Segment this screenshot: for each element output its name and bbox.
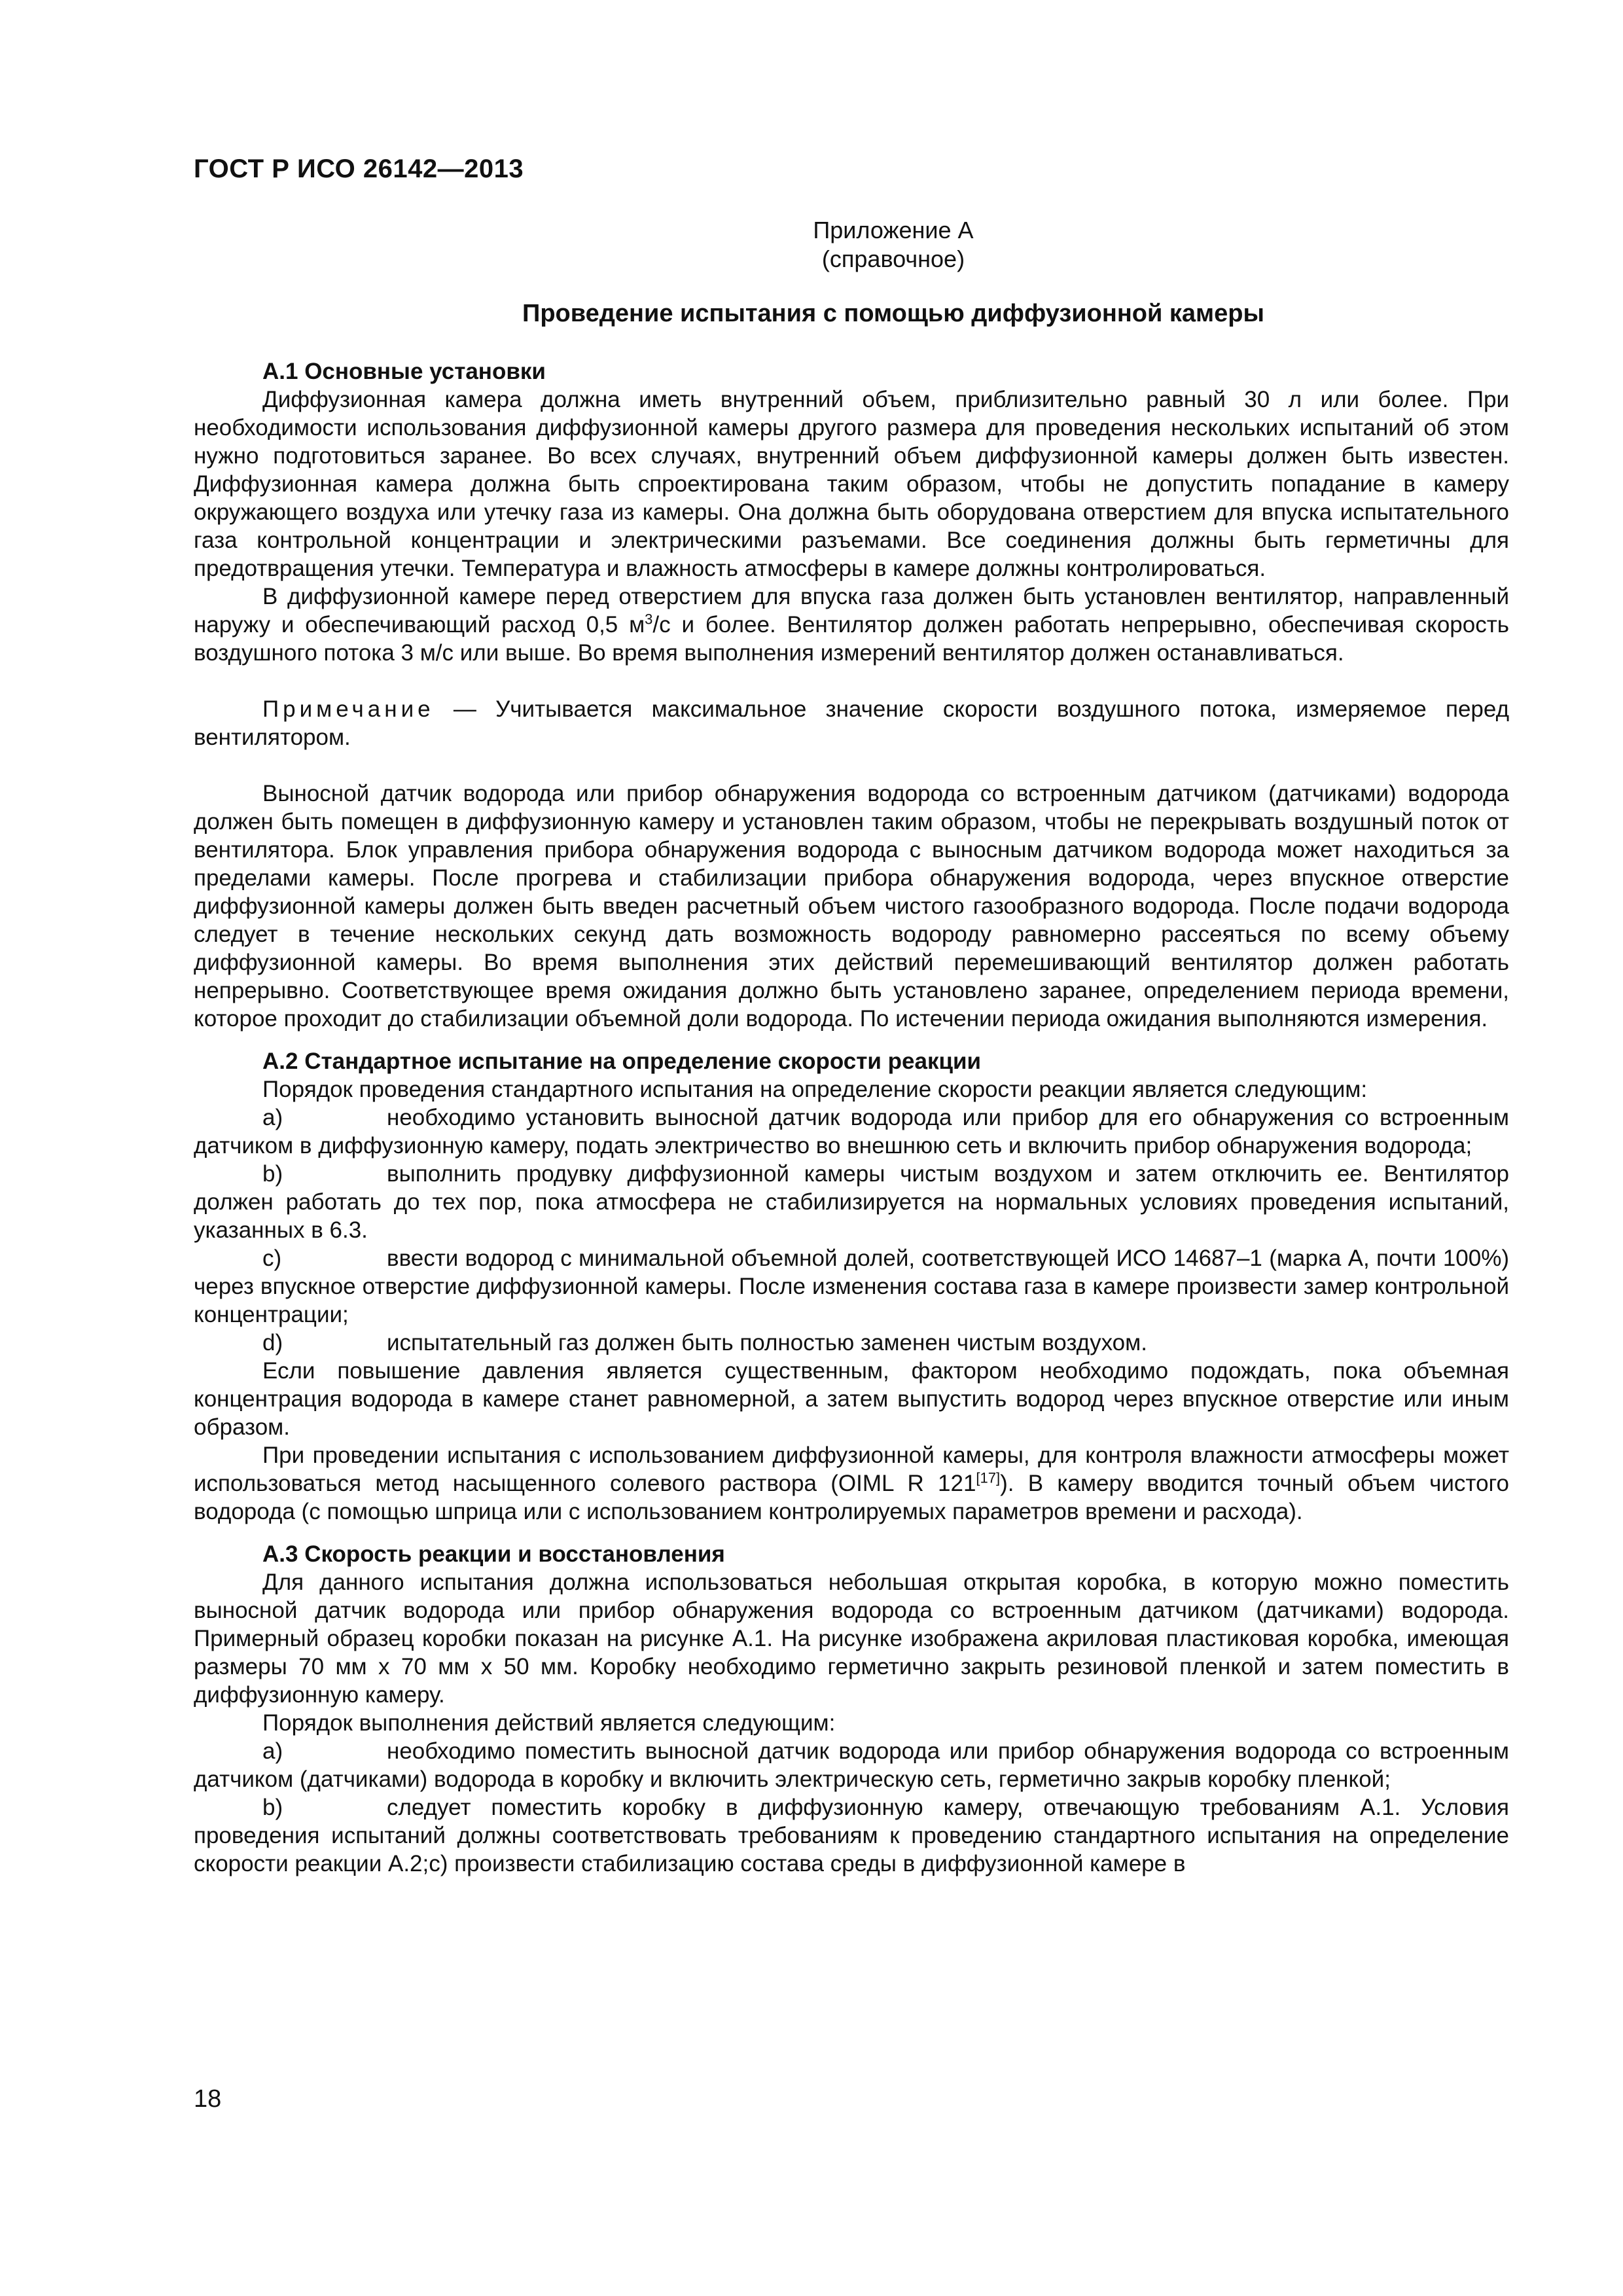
list-item-text: следует поместить коробку в диффузионную камеру, отвечающую требованиям А.1. Условия проведения испытаний должны соответствовать требованиям к проведению стандартного испытания на определение скорости реакции А.2;c) произвести стабилизацию состава среды в диффузионной камере в — [194, 1795, 1509, 1876]
paragraph: Диффузионная камера должна иметь внутренний объем, приблизительно равный 30 л или более. При необходимости использования диффузионной камеры другого размера для проведения нескольких испытаний об этом нужно подготовиться заранее. Во всех случаях, внутренний объем диффузионной камеры должен быть известен. Диффузионная камера должна быть спроектирована таким образом, чтобы не допустить попадание в камеру окружающего воздуха или утечку газа из камеры. Она должна быть оборудована отверстием для впуска испытательного газа контрольной концентрации и электрическими разъемами. Все соединения должны быть герметичны для предотвращения утечки. Температура и влажность атмосферы в камере должны контролироваться. — [194, 387, 1509, 581]
annex-label — [0, 216, 1623, 274]
page-number: 18 — [194, 2085, 222, 2113]
superscript: 3 — [645, 611, 653, 628]
list-item — [194, 1103, 1509, 1160]
list-item-text: выполнить продувку диффузионной камеры чистым воздухом и затем отключить ее. Вентилятор должен работать до тех пор, пока атмосфера не стабилизируется на нормальных условиях проведения испытаний, указанных в 6.3. — [194, 1161, 1509, 1243]
document-body — [194, 357, 1509, 1878]
reference-superscript: [17] — [976, 1469, 1001, 1486]
section-heading-a1: А.1 Основные установки — [262, 359, 546, 384]
list-item-text: испытательный газ должен быть полностью заменен чистым воздухом. — [387, 1330, 1147, 1355]
section-heading-a2: А.2 Стандартное испытание на определение скорости реакции — [262, 1049, 982, 1074]
standard-header: ГОСТ Р ИСО 26142—2013 — [194, 154, 524, 183]
text-fragment: /с и более. Вентилятор должен работать непрерывно, обеспечивая скорость воздушного потока 3 м/с или выше. Во время выполнения измерений вентилятор должен останавливаться. — [194, 612, 1509, 666]
paragraph: Порядок выполнения действий является следующим: — [262, 1710, 836, 1736]
annex-type: (справочное) — [821, 245, 965, 272]
list-marker: c) — [262, 1246, 282, 1271]
document-title: Проведение испытания с помощью диффузионной камеры — [522, 300, 1264, 327]
list-item-text: необходимо поместить выносной датчик водорода или прибор обнаружения водорода со встроенным датчиком (датчиками) водорода в коробку и включить электрическую сеть, герметично закрыв коробку пленкой; — [194, 1738, 1509, 1792]
note-text: — Учитывается максимальное значение скорости воздушного потока, измеряемое перед вентилятором. — [194, 696, 1509, 750]
list-item — [194, 1793, 1509, 1878]
list-item — [194, 1737, 1509, 1793]
list-item — [194, 1244, 1509, 1329]
text-fragment: В диффузионной камере перед отверстием для впуска газа должен быть установлен вентилятор, направленный наружу и обеспечивающий расход 0,5 м — [194, 584, 1509, 637]
list-item-text: ввести водород с минимальной объемной долей, соответствующей ИСО 14687–1 (марка А, почти 100%) через впускное отверстие диффузионной камеры. После изменения состава газа в камере произвести замер контрольной концентрации; — [194, 1246, 1509, 1327]
note-label: Примечание — [262, 696, 435, 722]
paragraph: Если повышение давления является существенным, фактором необходимо подождать, пока объемная концентрация водорода в камере станет равномерной, а затем выпустить водород через впускное отверстие или иным образом. — [194, 1358, 1509, 1440]
paragraph — [194, 583, 1509, 667]
section-heading-a3: А.3 Скорость реакции и восстановления — [262, 1541, 725, 1567]
list-marker: b) — [262, 1795, 283, 1820]
list-marker: a) — [262, 1738, 283, 1764]
paragraph: Для данного испытания должна использоваться небольшая открытая коробка, в которую можно поместить выносной датчик водорода или прибор обнаружения водорода со встроенным датчиком (датчиками) водорода. Примерный образец коробки показан на рисунке А.1. На рисунке изображена акриловая пластиковая коробка, имеющая размеры 70 мм х 70 мм х 50 мм. Коробку необходимо герметично закрыть резиновой пленкой и затем поместить в диффузионную камеру. — [194, 1570, 1509, 1708]
paragraph: Порядок проведения стандартного испытания на определение скорости реакции является следующим: — [262, 1077, 1368, 1102]
text-fragment: При проведении испытания с использованием диффузионной камеры, для контроля влажности атмосферы может использоваться метод насыщенного солевого раствора (OIML R 121 — [194, 1443, 1509, 1496]
list-item — [194, 1160, 1509, 1244]
list-item — [194, 1329, 1509, 1357]
list-marker: d) — [262, 1330, 283, 1355]
list-marker: a) — [262, 1105, 283, 1130]
paragraph — [194, 1441, 1509, 1526]
list-item-text: необходимо установить выносной датчик водорода или прибор для его обнаружения со встроенным датчиком в диффузионную камеру, подать электричество во внешнюю сеть и включить прибор обнаружения водорода; — [194, 1105, 1509, 1158]
note — [194, 695, 1509, 751]
text-fragment: ). В камеру вводится точный объем чистого водорода (с помощью шприца или с использованием контролируемых параметров времени и расхода). — [194, 1471, 1509, 1524]
paragraph: Выносной датчик водорода или прибор обнаружения водорода со встроенным датчиком (датчиками) водорода должен быть помещен в диффузионную камеру и установлен таким образом, чтобы не перекрывать воздушный поток от вентилятора. Блок управления прибора обнаружения водорода с выносным датчиком водорода может находиться за пределами камеры. После прогрева и стабилизации прибора обнаружения водорода, через впускное отверстие диффузионной камеры должен быть введен расчетный объем чистого газообразного водорода. После подачи водорода следует в течение нескольких секунд дать возможность водороду равномерно рассеяться по всему объему диффузионной камеры. Во время выполнения этих действий перемешивающий вентилятор должен работать непрерывно. Соответствующее время ожидания должно быть установлено заранее, определением периода времени, которое проходит до стабилизации объемной доли водорода. По истечении периода ожидания выполняются измерения. — [194, 781, 1509, 1031]
list-marker: b) — [262, 1161, 283, 1187]
annex-title: Приложение А — [813, 217, 974, 243]
